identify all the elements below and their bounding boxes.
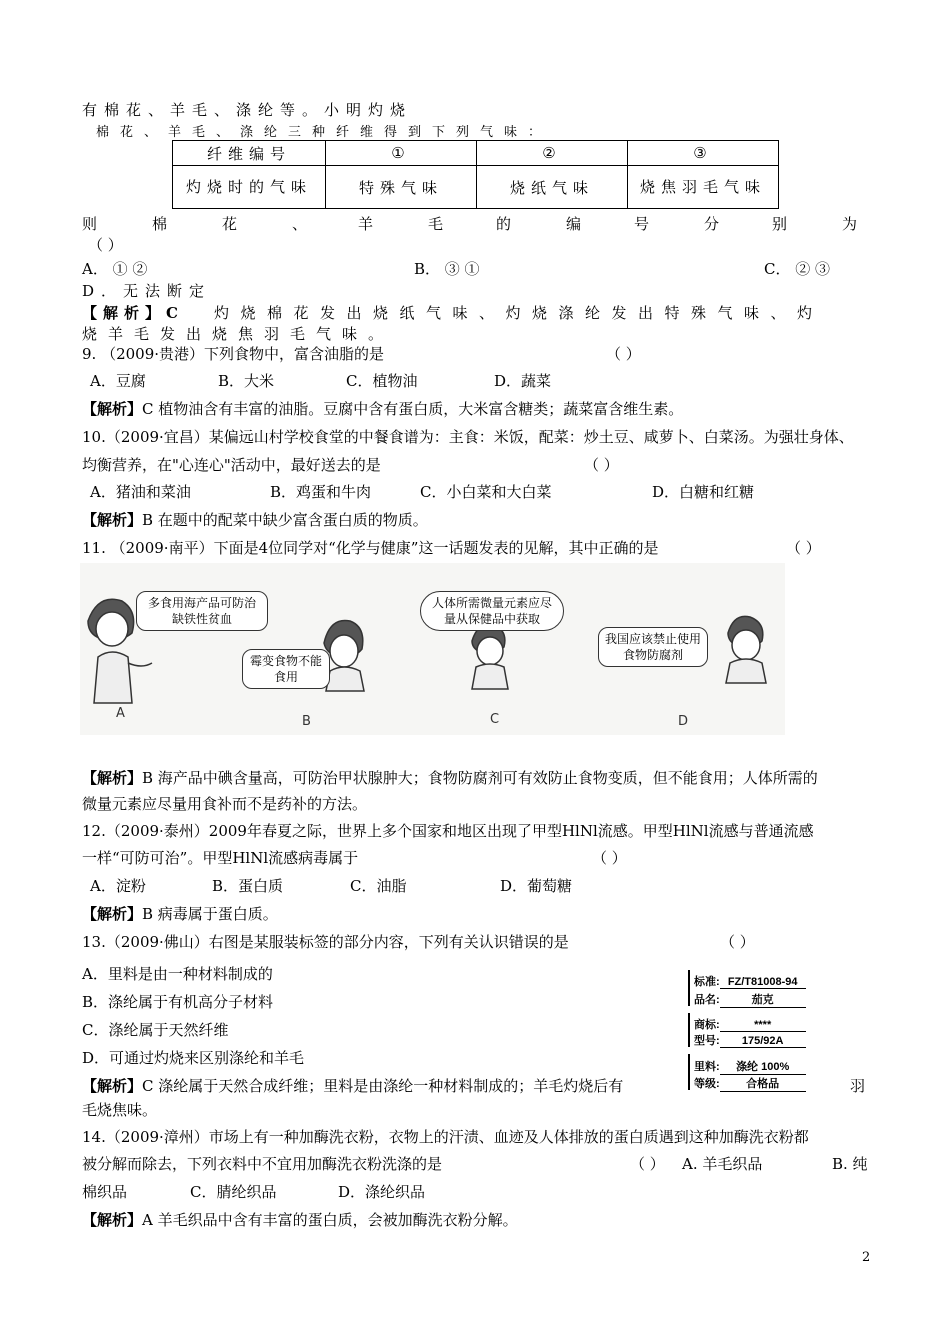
q8-paren: （ ） (88, 236, 123, 254)
q10-paren: （ ） (584, 456, 619, 474)
q10-analysis: B 在题中的配菜中缺少富含蛋白质的物质。 (142, 511, 428, 529)
q12-analysis-tag: 【解析】 (82, 905, 143, 923)
q9-analysis: C 植物油含有丰富的油脂。豆腐中含有蛋白质，大米富含糖类；蔬菜富含维生素。 (142, 400, 684, 418)
q13-option: B．涤纶属于有机高分子材料 (82, 993, 274, 1011)
table-header-cell: 纤维编号 (173, 141, 326, 166)
q8-option-a: A． ① ② (82, 260, 148, 278)
q11-stem: 11. （2009·南平）下面是4位同学对“化学与健康”这一话题发表的见解，其中正确的是 (82, 539, 659, 557)
speech-bubble-c: 人体所需微量元素应尽量从保健品中获取 (420, 591, 564, 631)
question-char: 号 (634, 215, 650, 233)
question-char: 、 (292, 215, 308, 233)
table-header-cell: ① (326, 141, 477, 166)
q12-stem-line1: 12.（2009·泰州）2009年春夏之际，世界上多个国家和地区出现了甲型HlNl流感。甲型HlNl流感与普通流感 (82, 822, 814, 840)
q8-analysis-tag: 【解析】C (82, 304, 184, 322)
q14-option-a: A. 羊毛织品 (682, 1155, 763, 1173)
q8-analysis-line2: 烧羊毛发出烧焦羽毛气味。 (82, 325, 395, 343)
q10-option: C．小白菜和大白菜 (420, 483, 552, 501)
tag-grade-key: 等级: (694, 1078, 720, 1090)
q14-option-c: C．腈纶织品 (190, 1183, 277, 1201)
tag-model-value: 175/92A (720, 1035, 806, 1048)
q9-option: A．豆腐 (90, 372, 146, 390)
speech-bubble-b: 霉变食物不能食用 (242, 649, 330, 689)
speech-bubble-a: 多食用海产品可防治缺铁性贫血 (136, 591, 268, 631)
q13-stem: 13.（2009·佛山）右图是某服装标签的部分内容，下列有关认识错误的是 (82, 933, 569, 951)
q11-analysis-line1: B 海产品中碘含量高，可防治甲状腺肿大；食物防腐剂可有效防止食物变质，但不能食用；人体所需的 (142, 769, 818, 787)
question-char: 棉 (152, 215, 168, 233)
tag-lining-value: 涤纶 100% (720, 1058, 806, 1075)
label-c: C (490, 712, 500, 727)
q14-stem-line2: 被分解而除去，下列衣料中不宜用加酶洗衣粉洗涤的是 (82, 1155, 443, 1173)
q12-analysis: B 病毒属于蛋白质。 (142, 905, 278, 923)
tag-standard-key: 标准: (694, 976, 720, 988)
q10-option: A．猪油和菜油 (90, 483, 191, 501)
q11-analysis-line2: 微量元素应尽量用食补而不是药补的方法。 (82, 795, 368, 813)
q8-option-d: D．无法断定 (82, 282, 212, 300)
question-char: 分 (704, 215, 720, 233)
q9-paren: （ ） (606, 345, 641, 363)
speech-bubble-d: 我国应该禁止使用食物防腐剂 (598, 627, 708, 667)
q14-paren: （ ） (630, 1155, 665, 1173)
question-char: 为 (842, 215, 858, 233)
q13-option: A．里料是由一种材料制成的 (82, 965, 273, 983)
tag-lining-key: 里料: (694, 1061, 720, 1073)
q9-analysis-tag: 【解析】 (82, 400, 143, 418)
health-cartoon (80, 563, 785, 735)
q13-analysis-line2: 毛烧焦味。 (82, 1101, 158, 1119)
q8-option-c: C． ② ③ (764, 260, 831, 278)
label-b: B (302, 714, 311, 729)
tag-name-key: 品名: (694, 994, 720, 1006)
q8-option-b: B． ③ ① (414, 260, 480, 278)
q12-option: B．蛋白质 (212, 877, 284, 895)
tag-model-key: 型号: (694, 1035, 720, 1047)
tag-name-value: 茄克 (720, 991, 806, 1008)
tag-standard-value: FZ/T81008-94 (720, 976, 806, 989)
tag-brand-key: 商标: (694, 1019, 720, 1031)
q9-option: C．植物油 (346, 372, 418, 390)
question-char: 羊 (358, 215, 374, 233)
q14-option-b: B. 纯 (832, 1155, 868, 1173)
table-row-label: 灼烧时的气味 (173, 166, 326, 209)
q14-analysis-tag: 【解析】 (82, 1211, 143, 1229)
q10-option: D．白糖和红糖 (652, 483, 755, 501)
label-d: D (678, 714, 689, 729)
question-char: 的 (496, 215, 512, 233)
table-header-cell: ③ (628, 141, 779, 166)
q9-option: B．大米 (218, 372, 275, 390)
q10-stem-line1: 10.（2009·宜昌）某偏远山村学校食堂的中餐食谱为：主食：米饭，配菜：炒土豆、咸萝卜、白菜汤。为强壮身体、 (82, 428, 854, 446)
q14-stem-line1: 14.（2009·漳州）市场上有一种加酶洗衣粉，衣物上的汗渍、血迹及人体排放的蛋白质遇到这种加酶洗衣粉都 (82, 1128, 809, 1146)
question-char: 编 (566, 215, 582, 233)
table-cell: 特殊气味 (326, 166, 477, 209)
student-b-figure (324, 620, 364, 691)
q14-analysis: A 羊毛织品中含有丰富的蛋白质，会被加酶洗衣粉分解。 (142, 1211, 518, 1229)
question-char: 则 (82, 215, 98, 233)
q14-line3-b: 棉织品 (82, 1183, 128, 1201)
q13-option: D．可通过灼烧来区别涤纶和羊毛 (82, 1049, 305, 1067)
q12-option: D．葡萄糖 (500, 877, 573, 895)
fiber-table (172, 140, 779, 209)
tag-grade-value: 合格品 (720, 1075, 806, 1092)
q8-intro-line1: 有棉花、羊毛、涤纶等。小明灼烧 (82, 101, 413, 119)
q12-option: A．淀粉 (90, 877, 146, 895)
q10-analysis-tag: 【解析】 (82, 511, 143, 529)
q12-stem-line2: 一样“可防可治”。甲型HlNl流感病毒属于 (82, 849, 359, 867)
q12-option: C．油脂 (350, 877, 407, 895)
q10-stem-line2: 均衡营养，在"心连心"活动中，最好送去的是 (82, 456, 381, 474)
table-header-cell: ② (477, 141, 628, 166)
q13-analysis-tag: 【解析】 (82, 1077, 143, 1095)
table-cell: 烧纸气味 (477, 166, 628, 209)
label-a: A (116, 706, 125, 721)
q12-paren: （ ） (592, 849, 627, 867)
question-char: 别 (772, 215, 788, 233)
table-cell: 烧焦羽毛气味 (628, 166, 779, 209)
q8-analysis-line1: 灼烧棉花发出烧纸气味、灼烧涤纶发出特殊气味、灼 (214, 304, 824, 322)
q10-option: B．鸡蛋和牛肉 (270, 483, 372, 501)
q13-paren: （ ） (720, 933, 755, 951)
q13-analysis-tail: 羽 (850, 1077, 866, 1095)
tag-brand-value: **** (720, 1019, 806, 1032)
student-c-figure (472, 624, 508, 689)
q9-stem: 9. （2009·贵港）下列食物中，富含油脂的是 (82, 345, 385, 363)
q11-paren: （ ） (786, 539, 821, 557)
q11-analysis-tag: 【解析】 (82, 769, 143, 787)
student-d-figure (726, 616, 766, 683)
question-char: 花 (222, 215, 238, 233)
question-char: 毛 (428, 215, 444, 233)
q13-option: C．涤纶属于天然纤维 (82, 1021, 229, 1039)
q8-intro-line2: 棉花、羊毛、涤纶三种纤维得到下列气味： (96, 125, 553, 140)
page-number: 2 (862, 1250, 871, 1265)
q13-analysis-line1: C 涤纶属于天然合成纤维；里料是由涤纶一种材料制成的；羊毛灼烧后有 (142, 1077, 624, 1095)
q9-option: D．蔬菜 (494, 372, 552, 390)
q14-option-d: D．涤纶织品 (338, 1183, 426, 1201)
clothing-tag-label (688, 970, 833, 1090)
